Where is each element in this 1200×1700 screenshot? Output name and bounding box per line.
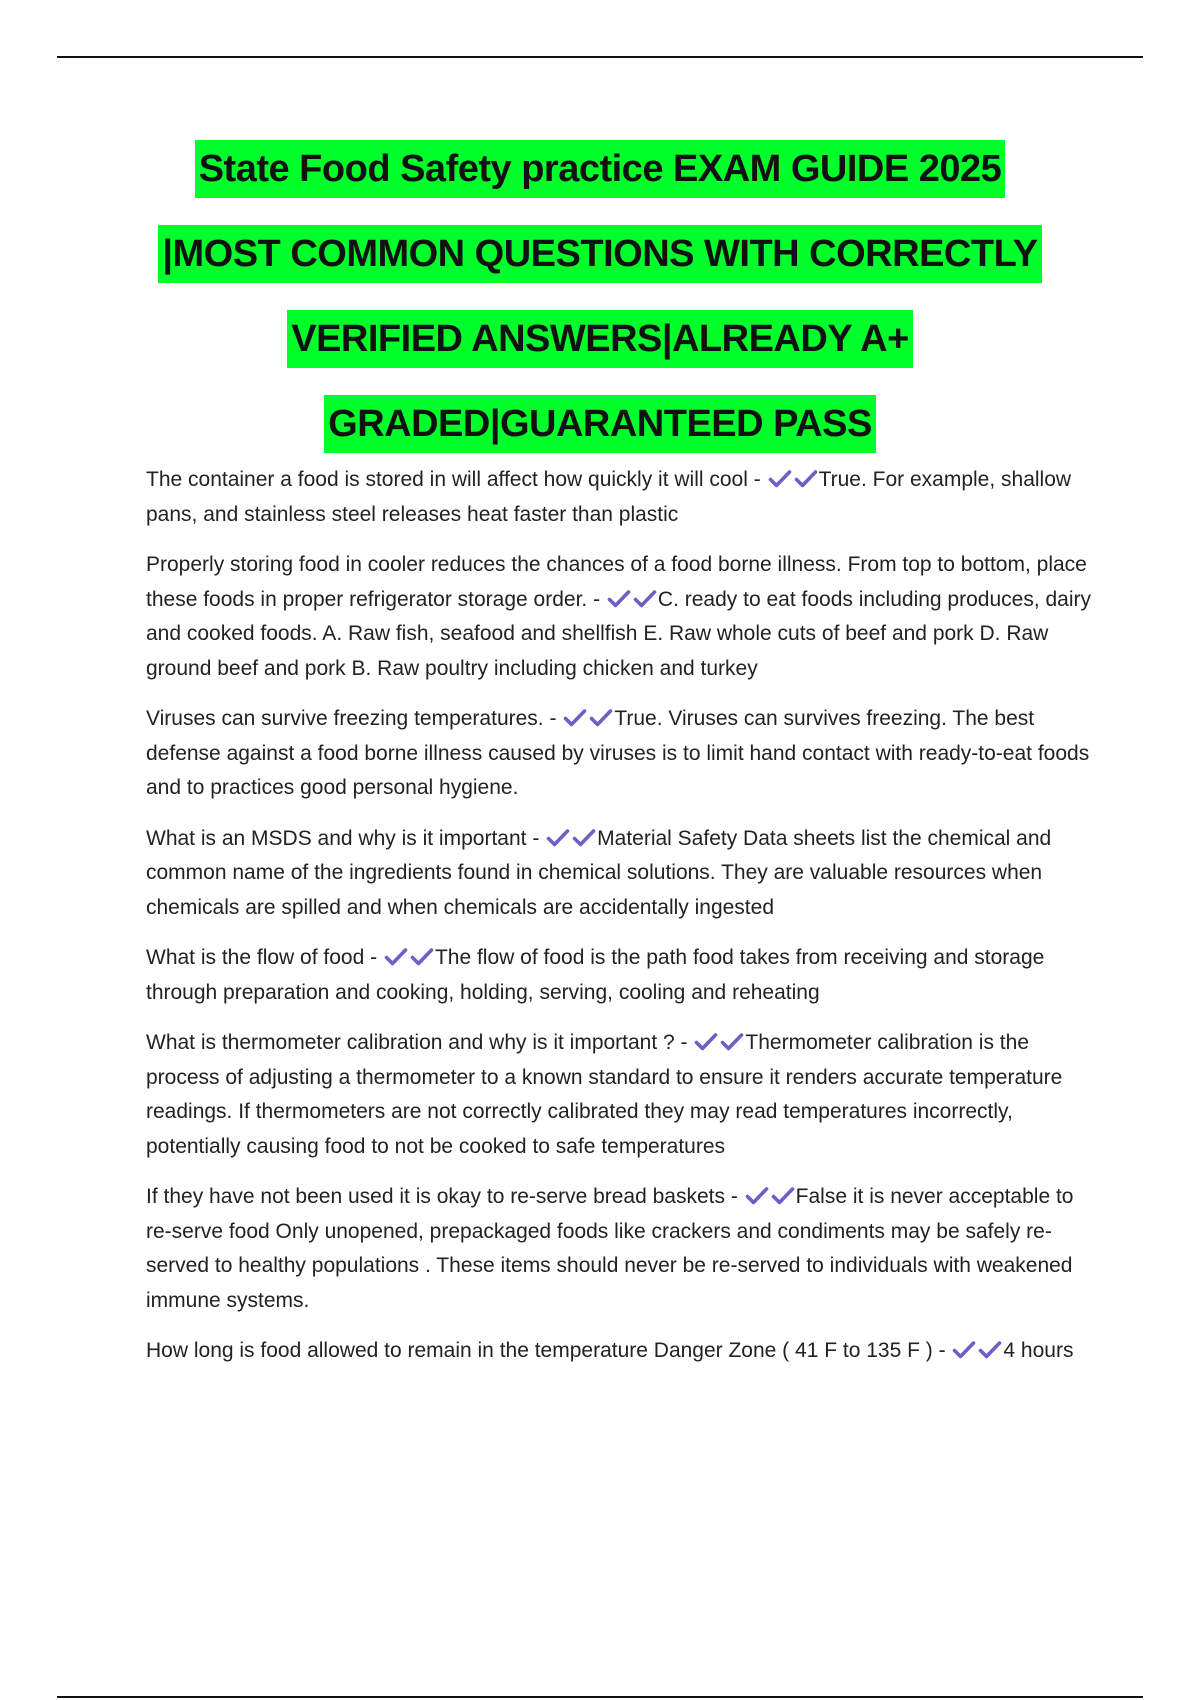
title-line: VERIFIED ANSWERS|ALREADY A+: [100, 310, 1100, 377]
separator: -: [725, 1185, 744, 1208]
check-icon: [794, 469, 818, 489]
qa-list: [146, 463, 1091, 1385]
question-text: Properly storing food in cooler reduces the chances of a food borne illness. From top to bottom, place these foods in proper refrigerator storage order.: [146, 553, 1087, 611]
qa-item: [146, 1334, 1091, 1369]
answer-text: C. ready to eat foods including produces, dairy and cooked foods. A. Raw fish, seafood and shellfish E. Raw whole cuts of beef and pork D. Raw ground beef and pork B. Raw poultry including chicken and turkey: [146, 587, 1092, 680]
answer-text: True. Viruses can survives freezing. The best defense against a food borne illness caused by viruses is to limit hand contact with ready-to-eat foods and to practices good personal hygiene.: [146, 707, 1090, 799]
qa-item: [146, 702, 1091, 806]
check-icon: [952, 1340, 976, 1360]
separator: -: [543, 707, 563, 730]
separator: -: [674, 1031, 694, 1054]
answer-text: 4 hours: [1003, 1339, 1074, 1362]
check-icon: [384, 947, 408, 967]
check-icon: [410, 947, 434, 967]
separator: -: [526, 826, 546, 850]
question-text: Viruses can survive freezing temperatures.: [146, 707, 544, 730]
separator: -: [932, 1339, 952, 1362]
question-text: The container a food is stored in will affect how quickly it will cool: [146, 468, 748, 491]
question-text: What is an MSDS and why is it important: [146, 826, 527, 850]
check-icon: [572, 828, 596, 848]
check-icon: [768, 469, 792, 489]
check-icon: [978, 1340, 1002, 1360]
qa-item: [146, 822, 1091, 926]
title-line: |MOST COMMON QUESTIONS WITH CORRECTLY: [100, 225, 1100, 292]
separator: -: [587, 587, 606, 611]
answer-text: False it is never acceptable to re-serve food Only unopened, prepackaged foods like crackers and condiments may be safely re-served to healthy populations . These items should never be re-served to individuals with weakened immune systems.: [146, 1185, 1074, 1312]
qa-item: [146, 1180, 1091, 1318]
check-icon: [745, 1186, 769, 1206]
answer-text: True. For example, shallow pans, and stainless steel releases heat faster than plastic: [146, 468, 1072, 526]
separator: -: [364, 946, 383, 969]
separator: -: [747, 468, 767, 491]
check-icon: [546, 828, 570, 848]
check-icon: [771, 1186, 795, 1206]
header-rule: [57, 56, 1143, 58]
answer-text: The flow of food is the path food takes from receiving and storage through preparation and cooking, holding, serving, cooling and reheating: [146, 946, 1045, 1004]
answer-text: Material Safety Data sheets list the chemical and common name of the ingredients found in chemical solutions. They are valuable resources when chemicals are spilled and when chemicals are accidentally ingested: [146, 826, 1052, 919]
check-icon: [607, 589, 631, 609]
qa-item: [146, 941, 1091, 1010]
title-line: GRADED|GUARANTEED PASS: [100, 395, 1100, 462]
document-title: [100, 140, 1100, 480]
check-icon: [720, 1032, 744, 1052]
qa-item: [146, 548, 1091, 686]
qa-item: [146, 1026, 1091, 1164]
check-icon: [633, 589, 657, 609]
check-icon: [694, 1032, 718, 1052]
answer-text: Thermometer calibration is the process of adjusting a thermometer to a known standard to ensure it renders accurate temperature readings. If thermometers are not correctly calibrated they may read temperatures incorrectly, potentially causing food to not be cooked to safe temperatures: [146, 1031, 1063, 1158]
question-text: What is the flow of food: [146, 946, 365, 969]
check-icon: [589, 708, 613, 728]
question-text: How long is food allowed to remain in the temperature Danger Zone ( 41 F to 135 F ): [146, 1339, 933, 1362]
title-line: State Food Safety practice EXAM GUIDE 2025: [100, 140, 1100, 207]
check-icon: [563, 708, 587, 728]
qa-item: [146, 463, 1091, 532]
question-text: What is thermometer calibration and why is it important ?: [146, 1031, 675, 1054]
footer-rule: [57, 1696, 1143, 1698]
question-text: If they have not been used it is okay to re-serve bread baskets: [146, 1185, 725, 1208]
